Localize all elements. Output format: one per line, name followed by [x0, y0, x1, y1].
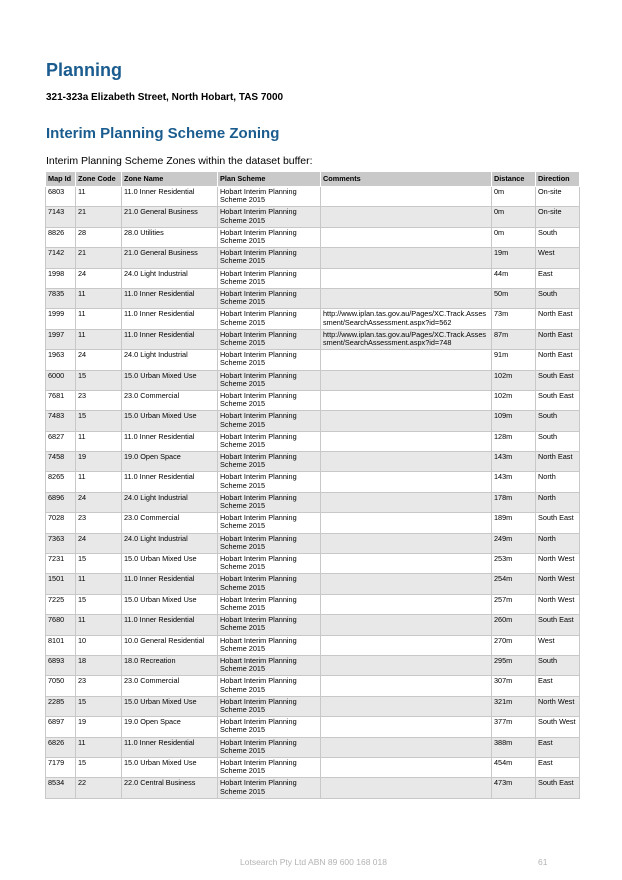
cell-plan-scheme: Hobart Interim Planning Scheme 2015 — [218, 187, 321, 207]
property-address: 321-323a Elizabeth Street, North Hobart, TAS 7000 — [46, 92, 284, 103]
cell-comments — [321, 268, 492, 288]
cell-zone-code: 15 — [76, 594, 122, 614]
cell-plan-scheme: Hobart Interim Planning Scheme 2015 — [218, 411, 321, 431]
cell-plan-scheme: Hobart Interim Planning Scheme 2015 — [218, 492, 321, 512]
cell-plan-scheme: Hobart Interim Planning Scheme 2015 — [218, 696, 321, 716]
cell-zone-code: 11 — [76, 187, 122, 207]
cell-zone-name: 11.0 Inner Residential — [122, 472, 218, 492]
cell-zone-code: 11 — [76, 288, 122, 308]
cell-zone-name: 18.0 Recreation — [122, 655, 218, 675]
table-row — [46, 309, 580, 329]
table-intro: Interim Planning Scheme Zones within the dataset buffer: — [46, 155, 313, 167]
table-row — [46, 431, 580, 451]
cell-direction: North East — [536, 452, 580, 472]
cell-plan-scheme: Hobart Interim Planning Scheme 2015 — [218, 533, 321, 553]
cell-direction: South — [536, 655, 580, 675]
cell-map-id: 7028 — [46, 513, 76, 533]
cell-zone-code: 22 — [76, 778, 122, 798]
footer-company: Lotsearch Pty Ltd ABN 89 600 168 018 — [240, 857, 387, 867]
cell-distance: 254m — [492, 574, 536, 594]
cell-direction: South — [536, 411, 580, 431]
cell-plan-scheme: Hobart Interim Planning Scheme 2015 — [218, 655, 321, 675]
cell-zone-code: 24 — [76, 350, 122, 370]
cell-zone-name: 24.0 Light Industrial — [122, 533, 218, 553]
cell-zone-code: 18 — [76, 655, 122, 675]
cell-map-id: 8265 — [46, 472, 76, 492]
cell-distance: 454m — [492, 757, 536, 777]
cell-zone-name: 11.0 Inner Residential — [122, 288, 218, 308]
cell-distance: 102m — [492, 390, 536, 410]
cell-direction: North West — [536, 696, 580, 716]
cell-comments — [321, 227, 492, 247]
cell-zone-code: 10 — [76, 635, 122, 655]
cell-map-id: 6893 — [46, 655, 76, 675]
cell-zone-name: 11.0 Inner Residential — [122, 329, 218, 349]
cell-comments — [321, 533, 492, 553]
cell-plan-scheme: Hobart Interim Planning Scheme 2015 — [218, 513, 321, 533]
cell-plan-scheme: Hobart Interim Planning Scheme 2015 — [218, 472, 321, 492]
cell-zone-name: 11.0 Inner Residential — [122, 615, 218, 635]
table-row — [46, 350, 580, 370]
cell-zone-code: 23 — [76, 390, 122, 410]
cell-zone-name: 15.0 Urban Mixed Use — [122, 757, 218, 777]
cell-zone-name: 11.0 Inner Residential — [122, 431, 218, 451]
cell-direction: South East — [536, 513, 580, 533]
cell-map-id: 7458 — [46, 452, 76, 472]
cell-plan-scheme: Hobart Interim Planning Scheme 2015 — [218, 452, 321, 472]
cell-direction: North West — [536, 574, 580, 594]
cell-map-id: 6827 — [46, 431, 76, 451]
cell-direction: North — [536, 472, 580, 492]
cell-comments — [321, 390, 492, 410]
table-row — [46, 696, 580, 716]
cell-zone-name: 11.0 Inner Residential — [122, 574, 218, 594]
cell-comments — [321, 187, 492, 207]
cell-map-id: 7050 — [46, 676, 76, 696]
cell-zone-name: 11.0 Inner Residential — [122, 737, 218, 757]
cell-plan-scheme: Hobart Interim Planning Scheme 2015 — [218, 778, 321, 798]
cell-direction: North East — [536, 329, 580, 349]
header-plan-scheme: Plan Scheme — [218, 172, 321, 187]
cell-comments — [321, 554, 492, 574]
cell-comments[interactable]: http://www.iplan.tas.gov.au/Pages/XC.Track.Assessment/SearchAssessment.aspx?id=748 — [321, 329, 492, 349]
table-row — [46, 757, 580, 777]
table-row — [46, 390, 580, 410]
cell-distance: 73m — [492, 309, 536, 329]
cell-comments — [321, 513, 492, 533]
table-row — [46, 513, 580, 533]
cell-zone-name: 21.0 General Business — [122, 248, 218, 268]
header-distance: Distance — [492, 172, 536, 187]
cell-zone-name: 23.0 Commercial — [122, 676, 218, 696]
cell-comments — [321, 717, 492, 737]
cell-direction: South West — [536, 717, 580, 737]
cell-distance: 473m — [492, 778, 536, 798]
cell-map-id: 1963 — [46, 350, 76, 370]
cell-zone-code: 24 — [76, 533, 122, 553]
cell-direction: South East — [536, 615, 580, 635]
header-comments: Comments — [321, 172, 492, 187]
table-row — [46, 533, 580, 553]
page-title: Planning — [46, 60, 122, 80]
cell-plan-scheme: Hobart Interim Planning Scheme 2015 — [218, 288, 321, 308]
cell-plan-scheme: Hobart Interim Planning Scheme 2015 — [218, 717, 321, 737]
cell-distance: 178m — [492, 492, 536, 512]
cell-zone-name: 24.0 Light Industrial — [122, 492, 218, 512]
cell-map-id: 6826 — [46, 737, 76, 757]
cell-distance: 143m — [492, 472, 536, 492]
cell-distance: 253m — [492, 554, 536, 574]
cell-comments — [321, 757, 492, 777]
cell-distance: 143m — [492, 452, 536, 472]
cell-map-id: 7680 — [46, 615, 76, 635]
cell-zone-code: 11 — [76, 574, 122, 594]
cell-plan-scheme: Hobart Interim Planning Scheme 2015 — [218, 635, 321, 655]
cell-comments — [321, 472, 492, 492]
cell-plan-scheme: Hobart Interim Planning Scheme 2015 — [218, 757, 321, 777]
cell-plan-scheme: Hobart Interim Planning Scheme 2015 — [218, 268, 321, 288]
cell-map-id: 7143 — [46, 207, 76, 227]
cell-direction: On-site — [536, 207, 580, 227]
cell-zone-name: 23.0 Commercial — [122, 390, 218, 410]
cell-map-id: 8534 — [46, 778, 76, 798]
cell-plan-scheme: Hobart Interim Planning Scheme 2015 — [218, 207, 321, 227]
cell-comments — [321, 594, 492, 614]
table-row — [46, 227, 580, 247]
cell-distance: 260m — [492, 615, 536, 635]
cell-map-id: 8826 — [46, 227, 76, 247]
cell-plan-scheme: Hobart Interim Planning Scheme 2015 — [218, 676, 321, 696]
table-row — [46, 676, 580, 696]
cell-plan-scheme: Hobart Interim Planning Scheme 2015 — [218, 329, 321, 349]
cell-distance: 0m — [492, 207, 536, 227]
table-row — [46, 187, 580, 207]
cell-comments — [321, 492, 492, 512]
cell-direction: East — [536, 737, 580, 757]
cell-direction: South East — [536, 390, 580, 410]
cell-comments — [321, 778, 492, 798]
cell-zone-name: 15.0 Urban Mixed Use — [122, 554, 218, 574]
table-row — [46, 492, 580, 512]
cell-distance: 295m — [492, 655, 536, 675]
cell-comments — [321, 431, 492, 451]
cell-comments — [321, 676, 492, 696]
cell-zone-code: 15 — [76, 696, 122, 716]
cell-distance: 377m — [492, 717, 536, 737]
header-map-id: Map Id — [46, 172, 76, 187]
cell-direction: North — [536, 492, 580, 512]
cell-distance: 91m — [492, 350, 536, 370]
cell-map-id: 7483 — [46, 411, 76, 431]
cell-comments — [321, 615, 492, 635]
cell-zone-code: 11 — [76, 472, 122, 492]
cell-zone-code: 19 — [76, 452, 122, 472]
cell-zone-name: 15.0 Urban Mixed Use — [122, 370, 218, 390]
cell-distance: 87m — [492, 329, 536, 349]
cell-distance: 0m — [492, 187, 536, 207]
table-row — [46, 778, 580, 798]
cell-zone-name: 21.0 General Business — [122, 207, 218, 227]
cell-comments — [321, 370, 492, 390]
table-row — [46, 472, 580, 492]
cell-plan-scheme: Hobart Interim Planning Scheme 2015 — [218, 309, 321, 329]
header-zone-code: Zone Code — [76, 172, 122, 187]
cell-zone-code: 24 — [76, 268, 122, 288]
cell-distance: 19m — [492, 248, 536, 268]
cell-plan-scheme: Hobart Interim Planning Scheme 2015 — [218, 390, 321, 410]
cell-comments — [321, 288, 492, 308]
cell-map-id: 6803 — [46, 187, 76, 207]
cell-comments — [321, 696, 492, 716]
cell-map-id: 7231 — [46, 554, 76, 574]
cell-direction: On-site — [536, 187, 580, 207]
cell-map-id: 7835 — [46, 288, 76, 308]
cell-direction: East — [536, 757, 580, 777]
header-direction: Direction — [536, 172, 580, 187]
cell-zone-name: 11.0 Inner Residential — [122, 309, 218, 329]
cell-zone-name: 15.0 Urban Mixed Use — [122, 594, 218, 614]
cell-zone-name: 15.0 Urban Mixed Use — [122, 411, 218, 431]
cell-distance: 321m — [492, 696, 536, 716]
cell-direction: East — [536, 268, 580, 288]
cell-map-id: 7179 — [46, 757, 76, 777]
cell-zone-code: 11 — [76, 309, 122, 329]
cell-direction: West — [536, 248, 580, 268]
cell-map-id: 2285 — [46, 696, 76, 716]
table-row — [46, 329, 580, 349]
cell-zone-code: 19 — [76, 717, 122, 737]
cell-zone-name: 24.0 Light Industrial — [122, 350, 218, 370]
cell-zone-name: 11.0 Inner Residential — [122, 187, 218, 207]
table-row — [46, 635, 580, 655]
cell-map-id: 8101 — [46, 635, 76, 655]
cell-map-id: 1998 — [46, 268, 76, 288]
cell-map-id: 7142 — [46, 248, 76, 268]
table-row — [46, 207, 580, 227]
cell-direction: North West — [536, 594, 580, 614]
table-row — [46, 370, 580, 390]
cell-map-id: 6000 — [46, 370, 76, 390]
cell-distance: 249m — [492, 533, 536, 553]
cell-map-id: 1501 — [46, 574, 76, 594]
table-row — [46, 554, 580, 574]
cell-comments — [321, 350, 492, 370]
cell-comments — [321, 207, 492, 227]
table-row — [46, 288, 580, 308]
cell-map-id: 6897 — [46, 717, 76, 737]
cell-distance: 270m — [492, 635, 536, 655]
cell-direction: East — [536, 676, 580, 696]
table-row — [46, 268, 580, 288]
cell-direction: North East — [536, 350, 580, 370]
cell-direction: South East — [536, 370, 580, 390]
cell-distance: 109m — [492, 411, 536, 431]
cell-map-id: 7363 — [46, 533, 76, 553]
table-row — [46, 655, 580, 675]
table-row — [46, 574, 580, 594]
table-row — [46, 717, 580, 737]
cell-zone-code: 21 — [76, 248, 122, 268]
table-row — [46, 248, 580, 268]
cell-map-id: 7681 — [46, 390, 76, 410]
cell-zone-name: 10.0 General Residential — [122, 635, 218, 655]
cell-zone-code: 15 — [76, 554, 122, 574]
cell-zone-name: 23.0 Commercial — [122, 513, 218, 533]
cell-plan-scheme: Hobart Interim Planning Scheme 2015 — [218, 554, 321, 574]
cell-distance: 128m — [492, 431, 536, 451]
cell-direction: South — [536, 227, 580, 247]
cell-plan-scheme: Hobart Interim Planning Scheme 2015 — [218, 615, 321, 635]
cell-zone-code: 11 — [76, 431, 122, 451]
cell-plan-scheme: Hobart Interim Planning Scheme 2015 — [218, 431, 321, 451]
cell-zone-code: 11 — [76, 737, 122, 757]
header-zone-name: Zone Name — [122, 172, 218, 187]
cell-distance: 257m — [492, 594, 536, 614]
section-title: Interim Planning Scheme Zoning — [46, 125, 280, 142]
cell-distance: 44m — [492, 268, 536, 288]
cell-plan-scheme: Hobart Interim Planning Scheme 2015 — [218, 370, 321, 390]
cell-zone-name: 24.0 Light Industrial — [122, 268, 218, 288]
cell-direction: South — [536, 288, 580, 308]
cell-plan-scheme: Hobart Interim Planning Scheme 2015 — [218, 248, 321, 268]
cell-direction: South — [536, 431, 580, 451]
cell-zone-code: 15 — [76, 411, 122, 431]
cell-distance: 189m — [492, 513, 536, 533]
cell-distance: 50m — [492, 288, 536, 308]
cell-zone-code: 11 — [76, 615, 122, 635]
cell-zone-code: 15 — [76, 370, 122, 390]
cell-zone-code: 21 — [76, 207, 122, 227]
cell-comments — [321, 574, 492, 594]
cell-plan-scheme: Hobart Interim Planning Scheme 2015 — [218, 350, 321, 370]
cell-direction: South East — [536, 778, 580, 798]
cell-comments — [321, 655, 492, 675]
cell-map-id: 1997 — [46, 329, 76, 349]
cell-distance: 388m — [492, 737, 536, 757]
cell-zone-name: 15.0 Urban Mixed Use — [122, 696, 218, 716]
cell-comments — [321, 635, 492, 655]
cell-zone-name: 19.0 Open Space — [122, 717, 218, 737]
cell-zone-code: 24 — [76, 492, 122, 512]
cell-distance: 307m — [492, 676, 536, 696]
cell-zone-code: 23 — [76, 513, 122, 533]
cell-zone-name: 19.0 Open Space — [122, 452, 218, 472]
cell-plan-scheme: Hobart Interim Planning Scheme 2015 — [218, 574, 321, 594]
cell-comments[interactable]: http://www.iplan.tas.gov.au/Pages/XC.Track.Assessment/SearchAssessment.aspx?id=562 — [321, 309, 492, 329]
table-row — [46, 452, 580, 472]
table-row — [46, 411, 580, 431]
cell-zone-code: 15 — [76, 757, 122, 777]
cell-zone-code: 28 — [76, 227, 122, 247]
cell-zone-name: 22.0 Central Business — [122, 778, 218, 798]
footer-page-number: 61 — [538, 857, 548, 867]
zoning-table — [45, 171, 580, 799]
table-row — [46, 594, 580, 614]
cell-map-id: 7225 — [46, 594, 76, 614]
cell-zone-code: 23 — [76, 676, 122, 696]
table-header-row — [46, 172, 580, 187]
cell-zone-name: 28.0 Utilities — [122, 227, 218, 247]
cell-distance: 102m — [492, 370, 536, 390]
table-row — [46, 615, 580, 635]
cell-plan-scheme: Hobart Interim Planning Scheme 2015 — [218, 737, 321, 757]
cell-comments — [321, 248, 492, 268]
cell-direction: West — [536, 635, 580, 655]
cell-comments — [321, 737, 492, 757]
cell-plan-scheme: Hobart Interim Planning Scheme 2015 — [218, 594, 321, 614]
cell-direction: North East — [536, 309, 580, 329]
table-row — [46, 737, 580, 757]
cell-comments — [321, 452, 492, 472]
cell-map-id: 1999 — [46, 309, 76, 329]
cell-plan-scheme: Hobart Interim Planning Scheme 2015 — [218, 227, 321, 247]
cell-direction: North West — [536, 554, 580, 574]
cell-zone-code: 11 — [76, 329, 122, 349]
cell-direction: North — [536, 533, 580, 553]
cell-comments — [321, 411, 492, 431]
cell-map-id: 6896 — [46, 492, 76, 512]
cell-distance: 0m — [492, 227, 536, 247]
